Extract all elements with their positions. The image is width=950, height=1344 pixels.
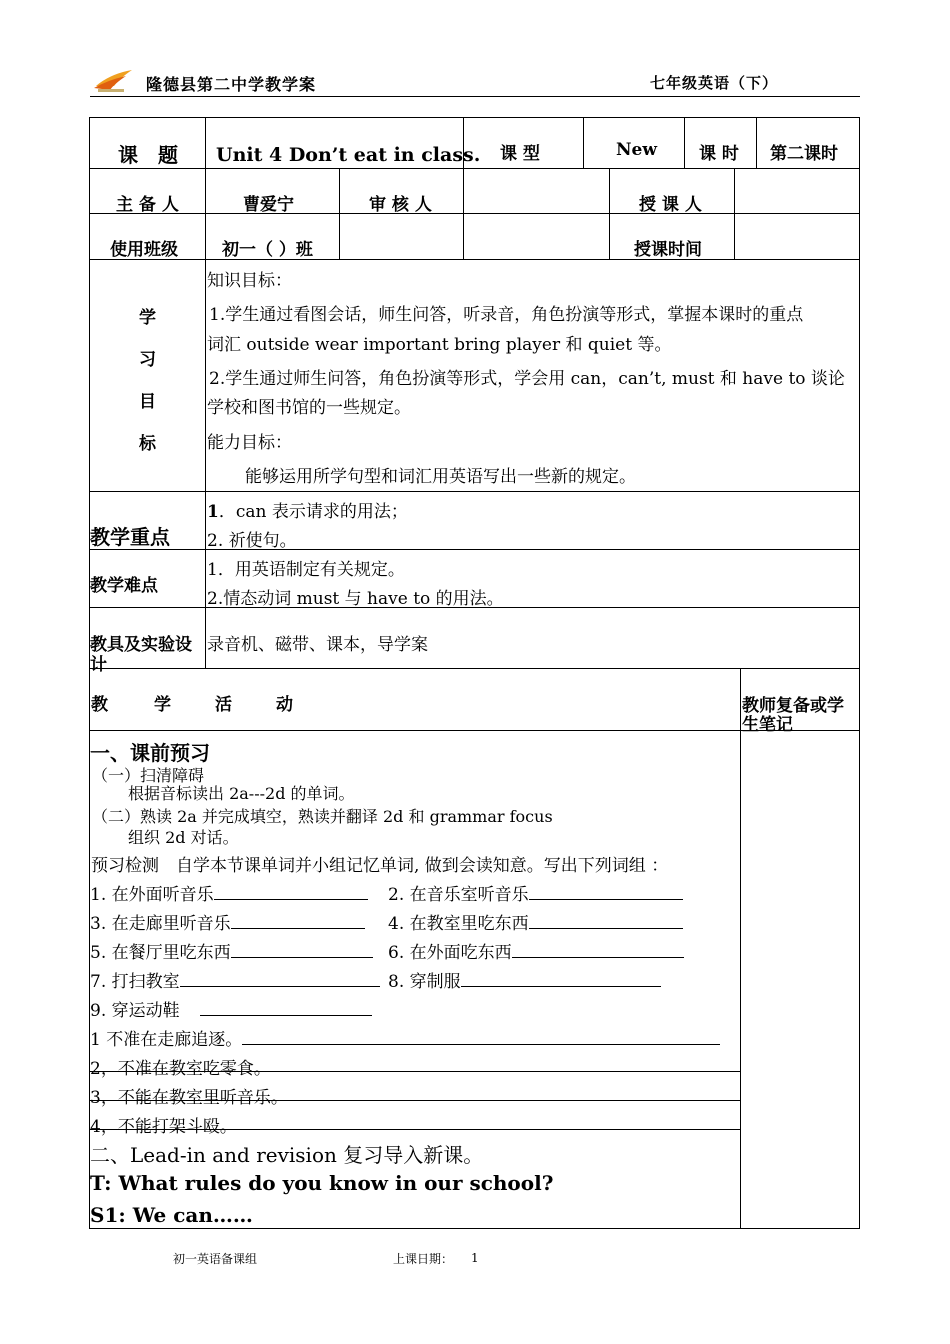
answer-blank[interactable] — [200, 1001, 372, 1016]
school-logo — [92, 66, 134, 94]
difficulties-label: 教学难点 — [90, 576, 158, 596]
key-point-1: ．can 表示请求的用法； — [218, 502, 408, 522]
preview-sub-1-text: 根据音标读出 2a---2d 的单词。 — [128, 784, 355, 803]
type-label: 课 型 — [500, 144, 540, 164]
ability-text: 能够运用所学句型和词汇用英语写出一些新的规定。 — [245, 467, 636, 487]
answer-blank[interactable] — [242, 1030, 720, 1045]
objective-label-char: 学 — [139, 308, 156, 328]
class-value: 初一（ ）班 — [222, 240, 313, 260]
preview-sub-2-text: 组织 2d 对话。 — [128, 828, 239, 847]
phrase-item: 6. 在外面吃东西 — [388, 938, 684, 963]
course-title: 七年级英语（下） — [650, 74, 779, 92]
notes-label-cont: 生笔记 — [742, 715, 793, 735]
knowledge-item-2: 2.学生通过师生问答，角色扮演等形式，学会用 can，can’t, must 和 have to 谈论 — [209, 369, 845, 389]
sentence-item: 1 不准在走廊追逐。 — [90, 1025, 720, 1050]
answer-blank[interactable] — [461, 972, 661, 987]
tools-label-cont: 计 — [90, 655, 107, 675]
tools-label: 教具及实验设 — [90, 635, 192, 655]
topic-label: 课 题 — [118, 143, 178, 167]
leadin-title: 二、Lead-in and revision 复习导入新课。 — [90, 1143, 484, 1167]
answer-blank[interactable] — [231, 943, 373, 958]
phrase-item: 1. 在外面听音乐 — [90, 880, 368, 905]
school-title: 隆德县第二中学教学案 — [146, 75, 317, 94]
key-point-num: 1 — [207, 502, 219, 522]
answer-blank[interactable] — [512, 943, 684, 958]
phrase-item: 2. 在音乐室听音乐 — [388, 880, 683, 905]
phrase-item: 7. 打扫教室 — [90, 967, 380, 992]
knowledge-item-1-cont: 词汇 outside wear important bring player 和 quiet 等。 — [207, 335, 672, 355]
objective-label-char: 标 — [139, 434, 156, 454]
key-point-2: 2. 祈使句。 — [207, 531, 297, 551]
footer-group: 初一英语备课组 — [173, 1252, 258, 1266]
knowledge-item-1: 1.学生通过看图会话，师生问答，听录音，角色扮演等形式，掌握本课时的重点 — [209, 305, 804, 325]
reviewer-label: 审 核 人 — [369, 195, 432, 215]
activities-label-char: 教 — [91, 695, 108, 715]
difficulty-1: 1．用英语制定有关规定。 — [207, 560, 405, 580]
activities-label-char: 动 — [276, 695, 293, 715]
answer-blank[interactable] — [180, 972, 380, 987]
sentence-item: 2，不准在教室吃零食。 — [90, 1059, 271, 1079]
knowledge-title: 知识目标： — [207, 271, 292, 291]
time-label: 授课时间 — [634, 240, 702, 260]
phrase-item: 9. 穿运动鞋 — [90, 996, 372, 1021]
sentence-item: 4，不能打架斗殴。 — [90, 1117, 237, 1137]
objective-label-char: 习 — [139, 350, 156, 370]
phrase-item: 5. 在餐厅里吃东西 — [90, 938, 373, 963]
phrase-item: 4. 在教室里吃东西 — [388, 909, 683, 934]
page-number: 1 — [471, 1251, 479, 1265]
topic-value: Unit 4 Don’t eat in class. — [216, 144, 481, 166]
class-label: 使用班级 — [110, 240, 178, 260]
notes-label: 教师复备或学 — [742, 696, 844, 716]
knowledge-item-2-cont: 学校和图书馆的一些规定。 — [207, 398, 411, 418]
preview-sub-2: （二）熟读 2a 并完成填空，熟读并翻译 2d 和 grammar focus — [92, 807, 553, 826]
phrase-item: 8. 穿制服 — [388, 967, 661, 992]
preparer-value: 曹爱宁 — [243, 195, 294, 215]
difficulty-2: 2.情态动词 must 与 have to 的用法。 — [207, 589, 504, 609]
phrase-item: 3. 在走廊里听音乐 — [90, 909, 365, 934]
activities-label-char: 活 — [215, 695, 232, 715]
answer-blank[interactable] — [231, 914, 365, 929]
preview-title: 一、课前预习 — [90, 741, 210, 765]
sentence-item: 3，不能在教室里听音乐。 — [90, 1088, 288, 1108]
preparer-label: 主 备 人 — [116, 195, 179, 215]
type-value: New — [616, 140, 657, 160]
leadin-teacher-line: T: What rules do you know in our school? — [90, 1171, 554, 1195]
period-label: 课 时 — [699, 144, 739, 164]
leadin-student-line: S1: We can…… — [90, 1203, 253, 1227]
teacher-label: 授 课 人 — [639, 195, 702, 215]
period-value: 第二课时 — [770, 144, 838, 164]
key-points-label: 教学重点 — [90, 525, 170, 549]
preview-check: 预习检测 自学本节课单词并小组记忆单词, 做到会读知意。写出下列词组 ： — [91, 856, 669, 876]
objective-label-char: 目 — [139, 392, 156, 412]
preview-sub-1: （一）扫清障碍 — [92, 766, 205, 785]
header-divider — [90, 96, 860, 97]
ability-title: 能力目标： — [207, 433, 292, 453]
tools-value: 录音机、磁带、课本，导学案 — [207, 635, 428, 655]
footer-date-label: 上课日期： — [393, 1252, 454, 1266]
answer-blank[interactable] — [529, 885, 683, 900]
activities-label-char: 学 — [154, 695, 171, 715]
answer-blank[interactable] — [214, 885, 368, 900]
answer-blank[interactable] — [529, 914, 683, 929]
